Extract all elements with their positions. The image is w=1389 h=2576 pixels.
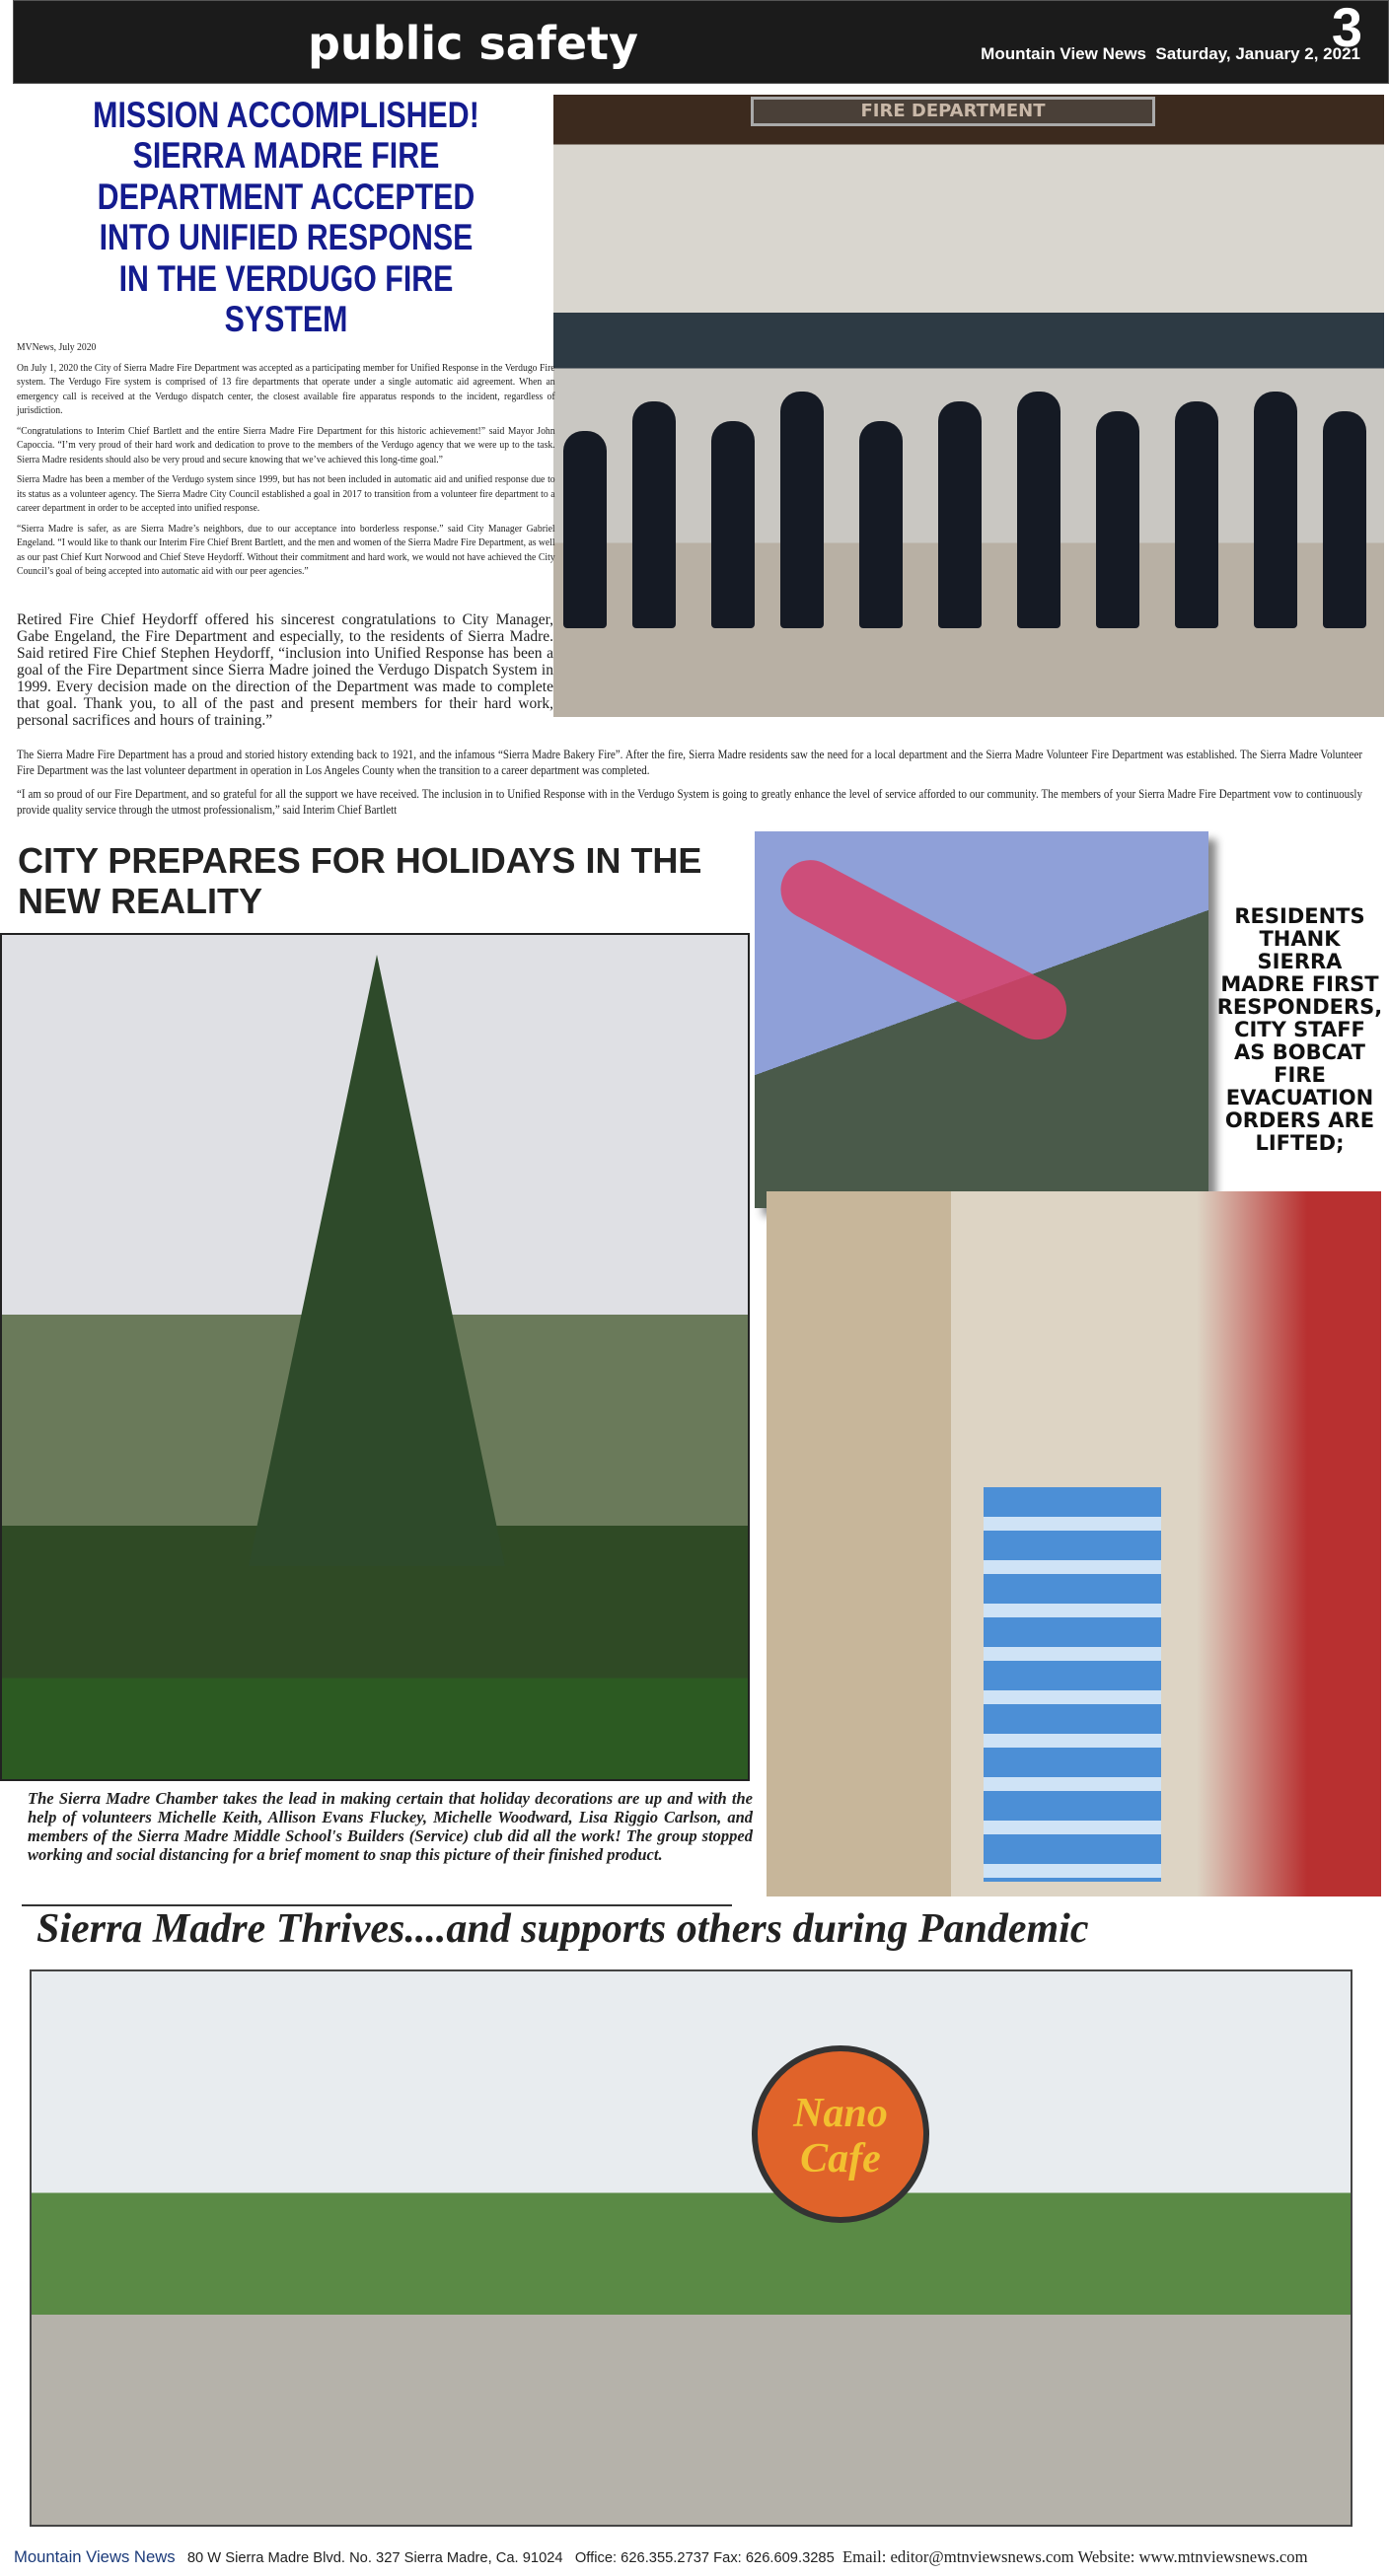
paragraph: The Sierra Madre Fire Department has a proud and storied history extending back to 1921, and the infamous “Sierra Madre Bakery Fire”. After the fire, Sierra Madre residents saw the need for a local department and the Sierra Madre Volunteer Fire Department was established. The Sierra Madre Volunteer Fire Department was the last volunteer department in operation in Los Angeles County when the transition to a career department was completed. — [17, 748, 1362, 777]
water-bottles — [984, 1487, 1161, 1882]
photo-caption: The Sierra Madre Chamber takes the lead in making certain that holiday decorations are up and with the help of volunteers Michelle Keith, Allison Evans Fluckey, Michelle Woodward, Lisa Riggio Carlson, and members of the Sierra Madre Middle School's Builders (Service) club did all the work! The group stopped working and social distancing for a brief moment to snap this picture of their finished product. — [28, 1789, 753, 1864]
article-headline-mission: MISSION ACCOMPLISHED! SIERRA MADRE FIRE DEPARTMENT ACCEPTED INTO UNIFIED RESPONSE IN THE VERDUGO FIRE SYSTEM — [93, 95, 479, 340]
page-number: 3 — [1331, 0, 1362, 58]
article-body-mission — [17, 340, 555, 585]
group-photo — [30, 1969, 1352, 2527]
article-body-mission-full — [17, 747, 1362, 825]
paper-name: Mountain View News — [981, 44, 1146, 63]
paragraph: “Sierra Madre is safer, as are Sierra Madre’s neighbors, due to our acceptance into borderless response.” said City Manager Gabriel Engeland. “I would like to thank our Interim Fire Chief Brent Bartlett, and the men and women of the Sierra Madre Fire Department, as well as our past Chief Kurt Norwood and Chief Steve Heydorff. Without their commitment and hard work, we would not have achieved the City Council’s goal of being accepted into automatic aid with our peer agencies.” — [17, 522, 555, 577]
firefighters-water-photo — [767, 1191, 1381, 1896]
article-headline-residents: RESIDENTS THANK SIERRA MADRE FIRST RESPONDERS, CITY STAFF AS BOBCAT FIRE EVACUATION ORDERS ARE LIFTED; — [1216, 904, 1383, 1155]
footer-contact: Email: editor@mtnviewsnews.com Website: www.mtnviewsnews.com — [841, 2547, 1308, 2566]
article-headline-holidays: CITY PREPARES FOR HOLIDAYS IN THE NEW REALITY — [18, 840, 702, 921]
article-body-mission-cont — [17, 611, 553, 735]
page-footer — [14, 2547, 1308, 2567]
section-title: public safety — [308, 17, 639, 70]
footer-address: 80 W Sierra Madre Blvd. No. 327 Sierra Madre, Ca. 91024 — [186, 2549, 563, 2566]
fire-department-sign: FIRE DEPARTMENT — [751, 97, 1155, 126]
paragraph: “Congratulations to Interim Chief Bartlett and the entire Sierra Madre Fire Department for this historic achievement!” said Mayor John Capoccia. “I’m very proud of their hard work and dedication to prove to the members of the Verdugo agency that we were up to the task. Sierra Madre residents should also be very proud and secure knowing that we’ve achieved this long-time goal.” — [17, 424, 555, 465]
paragraph: Sierra Madre has been a member of the Verdugo system since 1999, but has not been included in automatic aid and unified response due to its status as a volunteer agency. The Sierra Madre City Council established a goal in 2017 to transition from a volunteer fire department to a career department in order to be accepted into unified response. — [17, 473, 555, 514]
paragraph: Retired Fire Chief Heydorff offered his sincerest congratulations to City Manager, Gabe Engeland, the Fire Department and especially, to the residents of Sierra Madre. Said retired Fire Chief Stephen Heydorff, “inclusion into Unified Response has been a goal of the Fire Department since Sierra Madre joined the Verdugo Dispatch System in 1999. Every decision made on the direction of the Department was made to complete that goal. Thank you, to all of the past and present members for their hard work, personal sacrifices and hours of training.” — [17, 611, 553, 729]
issue-date: Saturday, January 2, 2021 — [1155, 44, 1360, 63]
christmas-tree — [249, 955, 505, 1566]
fire-retardant-drop — [770, 850, 1077, 1050]
nano-cafe-sign: Nano Cafe — [752, 2045, 929, 2223]
paragraph: “I am so proud of our Fire Department, and so grateful for all the support we have received. The inclusion in to Unified Response with in the Verdugo System is going to greatly enhance the level of service afforded to our community. The members of your Sierra Madre Fire Department vow to continuously provide quality service through the utmost professionalism,” said Interim Chief Bartlett — [17, 787, 1362, 817]
page-header — [13, 0, 1389, 84]
air-tanker-photo — [755, 831, 1208, 1208]
christmas-tree-photo — [0, 933, 750, 1781]
dateline: MVNews, July 2020 — [17, 341, 97, 353]
paragraph: On July 1, 2020 the City of Sierra Madre Fire Department was accepted as a participating member for Unified Response in the Verdugo Fire system. The Verdugo Fire system is comprised of 13 fire departments that operate under a single automatic aid agreement. When an emergency call is received at the Verdugo dispatch center, the closest available fire apparatus responds to the incident, regardless of jurisdiction. — [17, 361, 555, 416]
fire-department-photo — [553, 95, 1384, 717]
article-headline-thrives: Sierra Madre Thrives....and supports others during Pandemic — [37, 1906, 1089, 1952]
footer-paper: Mountain Views News — [14, 2547, 176, 2566]
footer-phone: Office: 626.355.2737 Fax: 626.609.3285 — [574, 2549, 835, 2566]
